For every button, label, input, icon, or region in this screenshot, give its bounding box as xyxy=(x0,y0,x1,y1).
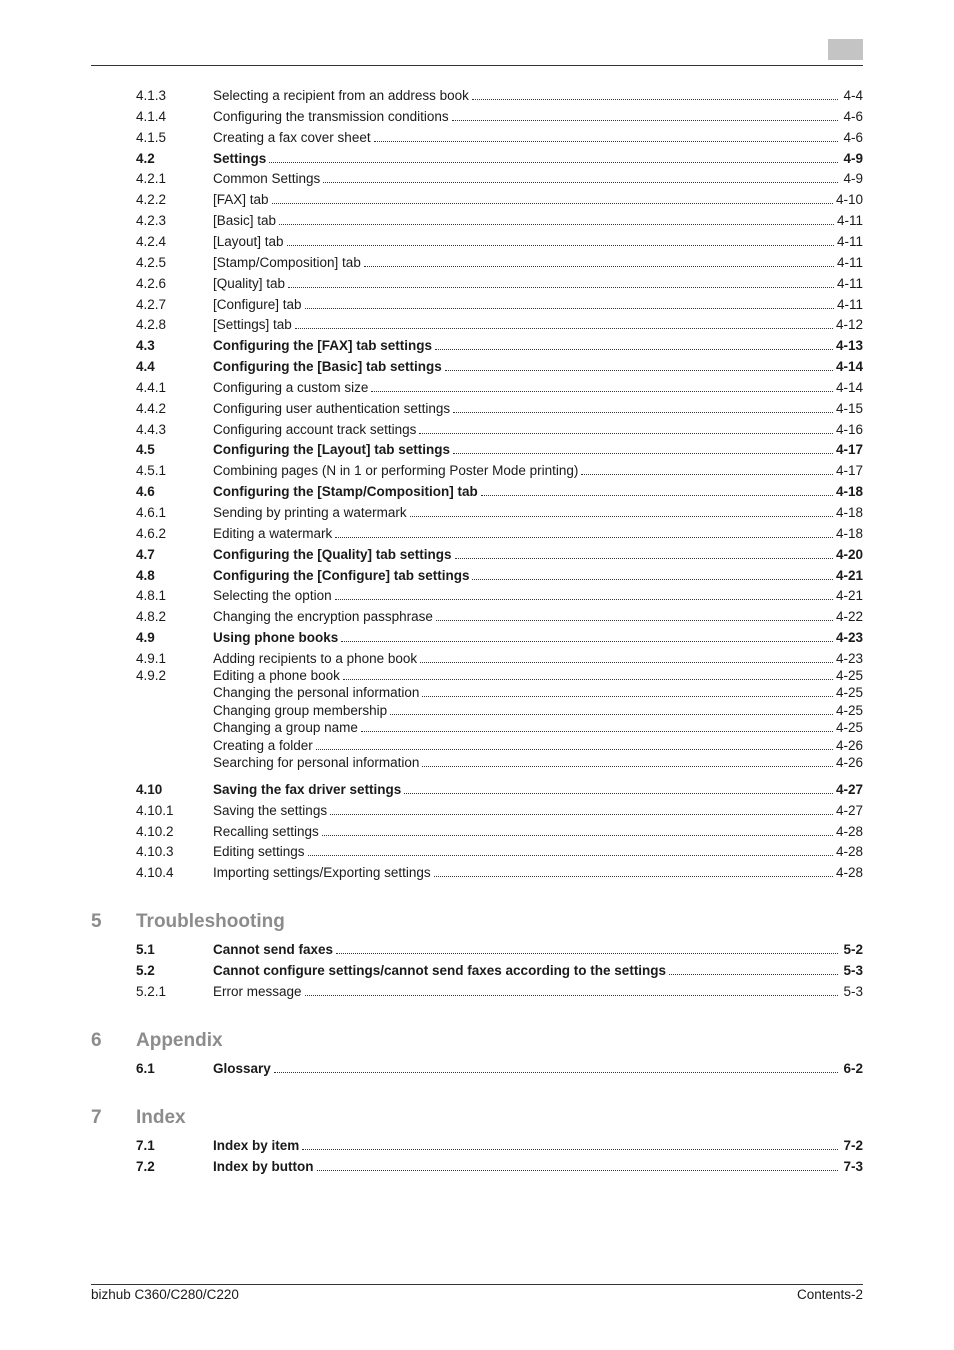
toc-entry[interactable] xyxy=(136,719,863,736)
toc-entry-page: 4-17 xyxy=(835,442,863,458)
chapter-title: Appendix xyxy=(136,1030,223,1051)
toc-entry-page: 4-11 xyxy=(836,275,863,291)
chapter-heading-7 xyxy=(91,1103,186,1129)
toc-dot-leader xyxy=(419,433,833,434)
toc-entry-number: 4.1.3 xyxy=(136,88,167,103)
toc-entry-title: Index by button xyxy=(213,1159,314,1174)
toc-entry-page: 7-3 xyxy=(843,1159,863,1174)
toc-entry-title: [Settings] tab xyxy=(213,317,292,333)
toc-entry-number: 6.1 xyxy=(136,1061,155,1076)
chapter-title: Index xyxy=(136,1107,186,1128)
toc-entry-page: 4-14 xyxy=(835,359,863,375)
toc-entry-number: 4.10.2 xyxy=(136,823,174,839)
chapter-heading-5 xyxy=(91,907,285,933)
toc-entry-number: 4.1.4 xyxy=(136,108,167,124)
toc-entry[interactable] xyxy=(136,501,863,521)
toc-entry-title: Searching for personal information xyxy=(213,755,420,770)
toc-entry-number: 5.1 xyxy=(136,942,155,957)
toc-entry-number: 4.5.1 xyxy=(136,463,167,479)
toc-entry-number: 4.2.1 xyxy=(136,171,167,187)
toc-dot-leader xyxy=(455,558,833,559)
toc-entry-page: 4-18 xyxy=(835,484,863,500)
toc-dot-leader xyxy=(422,696,833,697)
toc-entry-number: 4.4.1 xyxy=(136,379,167,395)
toc-entry-number: 4.8.1 xyxy=(136,588,167,604)
toc-entry-page: 4-11 xyxy=(836,254,863,270)
chapter-number: 6 xyxy=(91,1030,102,1051)
toc-entry-number: 4.2 xyxy=(136,150,155,166)
toc-dot-leader xyxy=(305,995,838,996)
toc-entry-page: 4-27 xyxy=(835,782,863,797)
toc-entry-title: Changing the personal information xyxy=(213,685,420,701)
toc-entry-number: 5.2.1 xyxy=(136,984,167,999)
toc-entry[interactable] xyxy=(136,272,863,292)
toc-dot-leader xyxy=(272,203,833,204)
toc-entry-page: 4-12 xyxy=(835,317,863,333)
toc-entry[interactable] xyxy=(136,209,863,229)
toc-entry-number: 4.6.2 xyxy=(136,525,167,541)
toc-entry-title: Creating a folder xyxy=(213,737,313,753)
toc-entry-title: Sending by printing a watermark xyxy=(213,505,407,520)
toc-entry-number: 4.6.1 xyxy=(136,505,167,520)
toc-entry-number: 4.10 xyxy=(136,782,163,797)
toc-entry-title: Editing a watermark xyxy=(213,525,333,541)
toc-entry-title: Cannot send faxes xyxy=(213,942,334,957)
toc-entry[interactable] xyxy=(136,840,863,860)
toc-entry[interactable] xyxy=(136,667,863,684)
toc-dot-leader xyxy=(330,814,833,815)
toc-entry-title: Index by item xyxy=(213,1138,300,1153)
toc-entry-title: Cannot configure settings/cannot send faxes according to the settings xyxy=(213,963,667,978)
toc-dot-leader xyxy=(295,328,833,329)
toc-entry-number: 4.4 xyxy=(136,359,155,375)
toc-entry-page: 4-25 xyxy=(835,720,863,736)
toc-entry[interactable] xyxy=(136,126,863,146)
toc-dot-leader xyxy=(302,1149,838,1150)
toc-dot-leader xyxy=(322,835,833,836)
toc-entry-page: 5-3 xyxy=(843,963,863,978)
toc-entry[interactable] xyxy=(136,626,863,646)
toc-entry[interactable] xyxy=(136,584,863,604)
toc-entry-title: [Stamp/Composition] tab xyxy=(213,254,361,270)
toc-entry-title: Configuring the [Configure] tab settings xyxy=(213,567,470,583)
toc-dot-leader xyxy=(335,599,833,600)
toc-dot-leader xyxy=(452,120,838,121)
toc-entry[interactable] xyxy=(136,480,863,500)
toc-entry-title: Recalling settings xyxy=(213,823,319,839)
toc-entry-page: 4-28 xyxy=(835,823,863,839)
toc-entry[interactable] xyxy=(136,251,863,271)
toc-entry[interactable] xyxy=(136,438,863,458)
toc-entry[interactable] xyxy=(136,1155,863,1175)
toc-entry-number: 4.9 xyxy=(136,630,155,646)
toc-entry-page: 4-26 xyxy=(835,755,863,770)
toc-entry-number: 4.2.8 xyxy=(136,317,167,333)
toc-dot-leader xyxy=(453,412,833,413)
toc-entry-page: 4-18 xyxy=(835,525,863,541)
toc-dot-leader xyxy=(308,855,833,856)
toc-dot-leader xyxy=(410,516,833,517)
toc-entry[interactable] xyxy=(136,543,863,563)
toc-dot-leader xyxy=(343,679,833,680)
toc-entry-page: 4-25 xyxy=(835,685,863,701)
toc-entry-page: 4-11 xyxy=(836,213,863,229)
toc-dot-leader xyxy=(364,266,834,267)
header-tab-marker xyxy=(828,39,863,60)
toc-entry-number: 4.2.5 xyxy=(136,254,167,270)
toc-entry[interactable] xyxy=(136,293,863,313)
toc-entry-number: 4.2.2 xyxy=(136,192,167,208)
toc-entry-number: 4.10.3 xyxy=(136,844,174,860)
toc-dot-leader xyxy=(436,620,833,621)
toc-dot-leader xyxy=(420,662,833,663)
toc-entry-number: 4.8.2 xyxy=(136,609,167,625)
toc-entry-page: 4-18 xyxy=(835,505,863,520)
toc-entry-page: 4-11 xyxy=(836,233,863,249)
toc-entry-title: Configuring the [Quality] tab settings xyxy=(213,546,452,562)
toc-dot-leader xyxy=(336,953,838,954)
toc-entry[interactable] xyxy=(136,418,863,438)
toc-entry[interactable] xyxy=(136,980,863,1000)
toc-entry-page: 4-9 xyxy=(843,171,863,187)
toc-dot-leader xyxy=(274,1072,838,1073)
toc-entry-page: 4-16 xyxy=(835,421,863,437)
toc-entry-title: Glossary xyxy=(213,1061,271,1076)
toc-entry-title: Configuring account track settings xyxy=(213,421,417,437)
toc-entry-page: 4-17 xyxy=(835,463,863,479)
header-rule xyxy=(91,65,863,66)
toc-entry-number: 4.10.1 xyxy=(136,802,174,818)
toc-entry[interactable] xyxy=(136,397,863,417)
toc-dot-leader xyxy=(669,974,838,975)
chapter-number: 7 xyxy=(91,1107,102,1128)
toc-dot-leader xyxy=(317,1170,839,1171)
toc-entry-title: Configuring a custom size xyxy=(213,379,369,395)
toc-entry-title: Configuring the [Layout] tab settings xyxy=(213,442,450,458)
toc-entry-title: Selecting the option xyxy=(213,588,332,604)
toc-entry-title: Creating a fax cover sheet xyxy=(213,129,371,145)
toc-entry[interactable] xyxy=(136,105,863,125)
toc-dot-leader xyxy=(404,793,833,794)
toc-entry[interactable] xyxy=(136,147,863,167)
toc-dot-leader xyxy=(445,370,833,371)
toc-dot-leader xyxy=(335,537,833,538)
toc-entry-page: 4-15 xyxy=(835,400,863,416)
toc-entry-page: 7-2 xyxy=(843,1138,863,1153)
toc-entry-page: 4-21 xyxy=(835,588,863,604)
toc-entry-page: 4-25 xyxy=(835,702,863,718)
toc-entry-number: 7.1 xyxy=(136,1138,155,1153)
toc-entry-title: Configuring the transmission conditions xyxy=(213,108,449,124)
toc-dot-leader xyxy=(390,714,833,715)
toc-dot-leader xyxy=(435,349,833,350)
toc-dot-leader xyxy=(453,453,833,454)
toc-entry[interactable] xyxy=(136,605,863,625)
toc-entry-number: 4.9.2 xyxy=(136,668,167,683)
toc-entry-title: Changing a group name xyxy=(213,720,358,736)
toc-dot-leader xyxy=(371,391,833,392)
toc-entry-number: 4.2.4 xyxy=(136,233,167,249)
toc-entry-page: 4-25 xyxy=(835,668,863,683)
chapter-number: 5 xyxy=(91,911,102,932)
toc-entry-number: 4.7 xyxy=(136,546,155,562)
toc-dot-leader xyxy=(481,495,833,496)
toc-entry-number: 4.9.1 xyxy=(136,650,167,666)
toc-dot-leader xyxy=(316,749,833,750)
chapter-heading-6 xyxy=(91,1026,223,1052)
toc-entry-title: Using phone books xyxy=(213,630,339,646)
toc-entry-title: [Quality] tab xyxy=(213,275,286,291)
toc-entry-page: 4-28 xyxy=(835,865,863,880)
toc-entry-title: [Layout] tab xyxy=(213,233,284,249)
toc-entry-title: [Configure] tab xyxy=(213,296,302,312)
toc-entry[interactable] xyxy=(136,861,863,881)
toc-entry-number: 7.2 xyxy=(136,1159,155,1174)
toc-dot-leader xyxy=(472,579,832,580)
toc-entry-page: 4-21 xyxy=(835,567,863,583)
toc-entry[interactable] xyxy=(136,959,863,979)
toc-entry-page: 4-23 xyxy=(835,630,863,646)
toc-entry-title: Saving the settings xyxy=(213,802,328,818)
toc-entry[interactable] xyxy=(136,334,863,354)
toc-entry[interactable] xyxy=(136,820,863,840)
toc-entry-number: 4.5 xyxy=(136,442,155,458)
toc-entry-page: 4-10 xyxy=(835,192,863,208)
toc-entry-title: [Basic] tab xyxy=(213,213,277,229)
toc-entry[interactable] xyxy=(136,778,863,798)
toc-entry-page: 4-9 xyxy=(843,150,863,166)
footer-product-name: bizhub C360/C280/C220 xyxy=(91,1287,239,1302)
toc-dot-leader xyxy=(434,876,833,877)
toc-entry[interactable] xyxy=(136,459,863,479)
toc-entry-title: Configuring the [Stamp/Composition] tab xyxy=(213,484,478,500)
chapter-title: Troubleshooting xyxy=(136,911,285,932)
toc-entry[interactable] xyxy=(136,1057,863,1077)
toc-entry[interactable] xyxy=(136,799,863,819)
toc-entry-page: 4-14 xyxy=(835,379,863,395)
toc-dot-leader xyxy=(287,245,834,246)
toc-entry[interactable] xyxy=(136,564,863,584)
toc-entry[interactable] xyxy=(136,737,863,754)
toc-entry-number: 4.4.3 xyxy=(136,421,167,437)
toc-entry[interactable] xyxy=(136,1134,863,1154)
footer-page-label: Contents-2 xyxy=(796,1287,863,1302)
toc-entry-title: Combining pages (N in 1 or performing Poster Mode printing) xyxy=(213,463,579,479)
toc-entry[interactable] xyxy=(136,647,863,667)
toc-dot-leader xyxy=(288,287,834,288)
toc-entry-title: Configuring the [Basic] tab settings xyxy=(213,359,442,375)
toc-entry-number: 4.2.7 xyxy=(136,296,167,312)
toc-dot-leader xyxy=(422,766,833,767)
toc-entry[interactable] xyxy=(136,355,863,375)
toc-entry-title: Configuring the [FAX] tab settings xyxy=(213,338,432,354)
toc-entry[interactable] xyxy=(136,84,863,104)
toc-entry-title: Editing a phone book xyxy=(213,668,340,683)
toc-dot-leader xyxy=(341,641,833,642)
toc-entry-page: 6-2 xyxy=(843,1061,863,1076)
toc-entry-page: 4-22 xyxy=(835,609,863,625)
toc-entry-number: 4.2.6 xyxy=(136,275,167,291)
toc-entry[interactable] xyxy=(136,188,863,208)
toc-entry-number: 4.4.2 xyxy=(136,400,167,416)
toc-entry[interactable] xyxy=(136,313,863,333)
toc-entry-number: 4.10.4 xyxy=(136,865,174,880)
toc-entry-title: Editing settings xyxy=(213,844,305,860)
toc-entry-title: [FAX] tab xyxy=(213,192,269,208)
toc-entry[interactable] xyxy=(136,230,863,250)
toc-entry[interactable] xyxy=(136,684,863,701)
toc-dot-leader xyxy=(581,474,833,475)
toc-entry-number: 4.8 xyxy=(136,567,155,583)
toc-entry-title: Settings xyxy=(213,150,267,166)
toc-entry-number: 4.6 xyxy=(136,484,155,500)
toc-entry-number: 4.1.5 xyxy=(136,129,167,145)
footer-rule xyxy=(91,1284,863,1285)
toc-entry[interactable] xyxy=(136,522,863,542)
toc-entry-page: 4-11 xyxy=(836,296,863,312)
toc-entry[interactable] xyxy=(136,167,863,187)
toc-entry-number: 5.2 xyxy=(136,963,155,978)
toc-entry[interactable] xyxy=(136,376,863,396)
toc-entry-page: 4-23 xyxy=(835,650,863,666)
toc-entry-title: Error message xyxy=(213,984,302,999)
toc-entry-title: Importing settings/Exporting settings xyxy=(213,865,431,880)
toc-entry-page: 4-28 xyxy=(835,844,863,860)
toc-dot-leader xyxy=(269,162,838,163)
toc-entry-page: 4-27 xyxy=(835,802,863,818)
toc-dot-leader xyxy=(361,731,833,732)
toc-dot-leader xyxy=(472,99,838,100)
toc-dot-leader xyxy=(323,182,838,183)
toc-entry-page: 4-4 xyxy=(843,88,863,103)
toc-entry-page: 4-6 xyxy=(843,129,863,145)
toc-dot-leader xyxy=(374,141,838,142)
toc-dot-leader xyxy=(279,224,834,225)
toc-entry-page: 4-6 xyxy=(843,108,863,124)
toc-entry-title: Adding recipients to a phone book xyxy=(213,650,418,666)
toc-entry-page: 4-20 xyxy=(835,546,863,562)
toc-entry-page: 5-2 xyxy=(843,942,863,957)
toc-entry-page: 4-26 xyxy=(835,737,863,753)
toc-entry-title: Changing the encryption passphrase xyxy=(213,609,433,625)
toc-entry-page: 4-13 xyxy=(835,338,863,354)
toc-entry-title: Selecting a recipient from an address book xyxy=(213,88,469,103)
toc-entry[interactable] xyxy=(136,938,863,958)
toc-entry[interactable] xyxy=(136,702,863,719)
toc-dot-leader xyxy=(305,308,834,309)
toc-entry-title: Configuring user authentication settings xyxy=(213,400,451,416)
toc-entry[interactable] xyxy=(136,754,863,771)
toc-entry-number: 4.3 xyxy=(136,338,155,354)
toc-entry-title: Saving the fax driver settings xyxy=(213,782,402,797)
toc-entry-number: 4.2.3 xyxy=(136,213,167,229)
toc-entry-title: Changing group membership xyxy=(213,702,388,718)
toc-entry-title: Common Settings xyxy=(213,171,321,187)
toc-entry-page: 5-3 xyxy=(843,984,863,999)
